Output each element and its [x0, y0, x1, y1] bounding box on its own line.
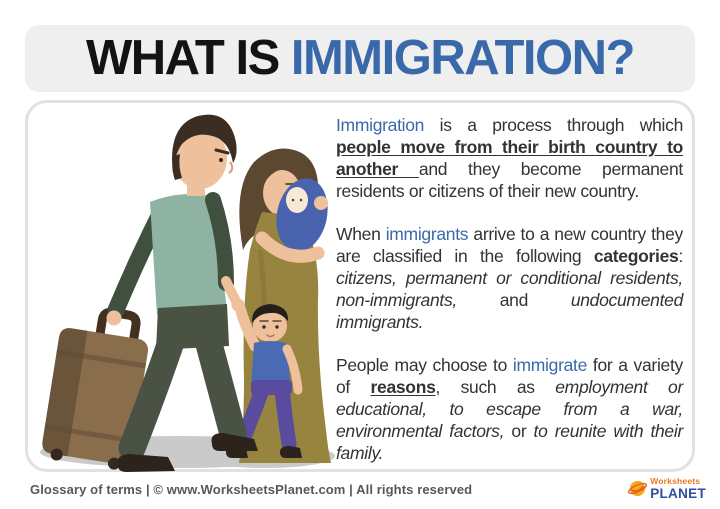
paragraph-categories: When immigrants arrive to a new country they are classified in the following categories: citizens, permanent or conditional residents, non-immigrants, and undocumented immigrants.: [336, 224, 683, 332]
title-part-what-is: WHAT IS: [86, 31, 291, 85]
logo-planet-label: PLANET: [650, 485, 706, 501]
paragraph-definition: Immigration is a process through which people move from their birth country to another and they become permanent residents or citizens of their new country.: [336, 115, 683, 201]
paragraph-reasons: People may choose to immigrate for a variety of reasons, such as employment or educational, to escape from a war, environmental factors, or to reunite with their family.: [336, 355, 684, 463]
definition-text: [336, 114, 683, 464]
family-illustration-svg: [30, 100, 340, 475]
immigrant-family-illustration: [30, 100, 340, 475]
footer: [0, 475, 720, 509]
logo-worksheets-label: Worksheets: [650, 476, 701, 486]
content-panel: [25, 100, 695, 472]
title-part-immigration: IMMIGRATION?: [290, 31, 634, 85]
title-bar: [25, 25, 695, 92]
planet-icon: [628, 479, 647, 498]
man-figure: [107, 115, 259, 472]
page-title: [86, 25, 634, 92]
worksheets-planet-logo: [628, 477, 706, 500]
footer-credits: Glossary of terms | © www.WorksheetsPlanet.com | All rights reserved: [30, 482, 473, 497]
logo-text: [650, 477, 706, 500]
